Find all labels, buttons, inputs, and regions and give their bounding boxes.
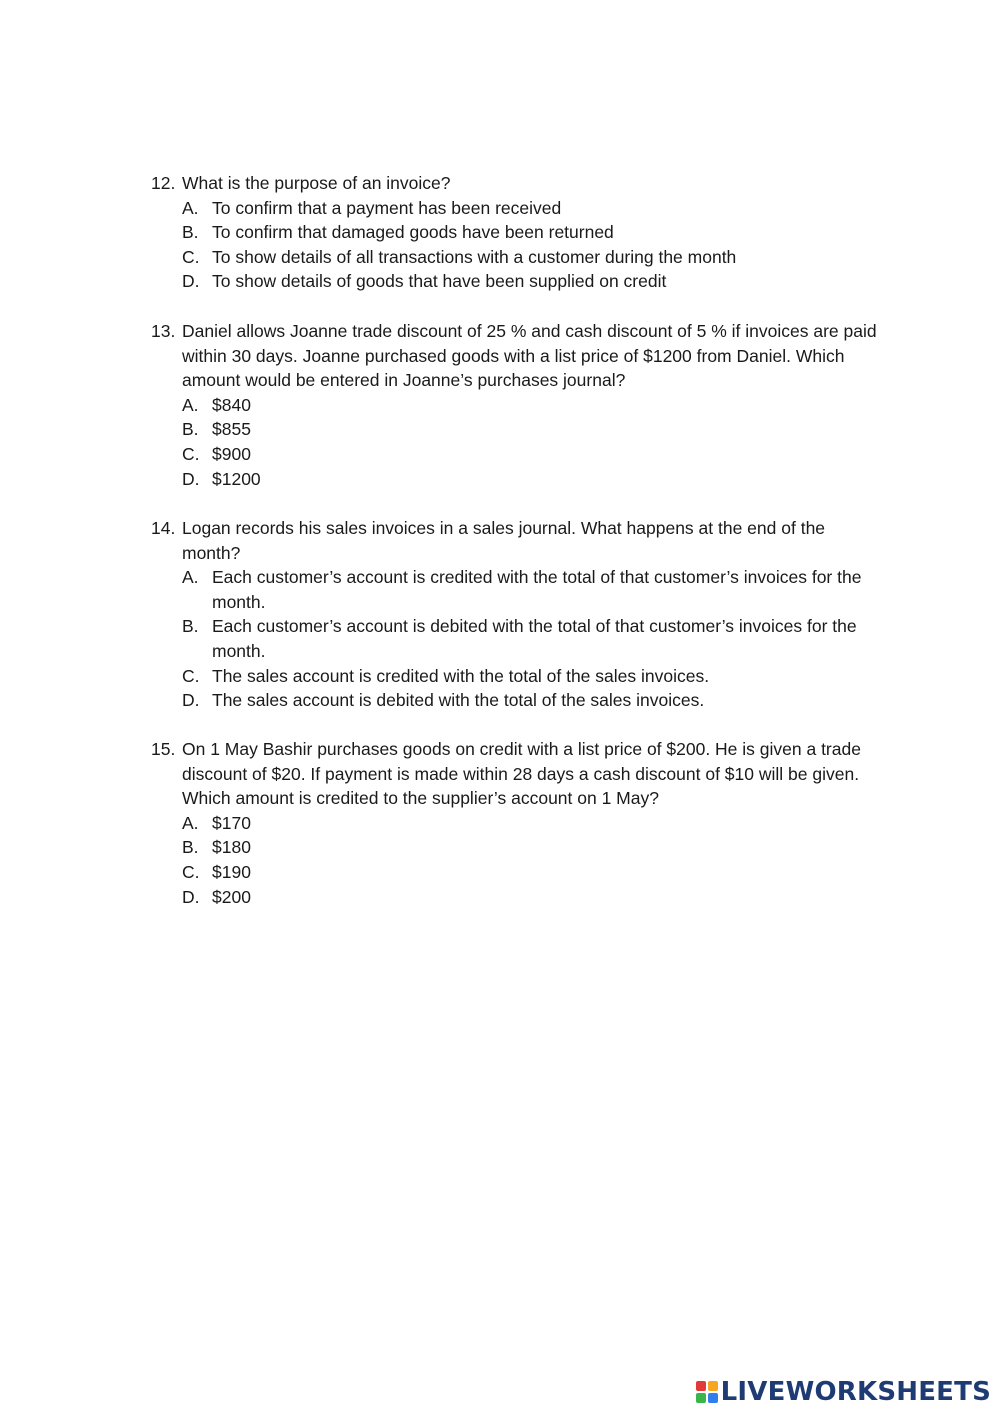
- option-text: The sales account is credited with the total of the sales invoices.: [212, 665, 710, 686]
- question-stem: [151, 171, 881, 196]
- option-d: [151, 269, 881, 294]
- option-text: $180: [212, 837, 251, 858]
- question-text: Logan records his sales invoices in a sales journal. What happens at the end of the month?: [182, 518, 826, 563]
- liveworksheets-logo[interactable]: [696, 1375, 991, 1409]
- logo-square-green: [696, 1393, 706, 1403]
- option-a: [151, 393, 881, 418]
- answer-options: [151, 196, 881, 294]
- option-letter: D.: [182, 690, 200, 711]
- option-d: [151, 885, 881, 910]
- question-number: 12.: [151, 173, 176, 193]
- question-stem: [151, 737, 881, 811]
- option-letter: A.: [182, 567, 199, 588]
- question-stem: [151, 516, 881, 565]
- option-text: $855: [212, 419, 251, 440]
- option-text: To show details of all transactions with a customer during the month: [212, 246, 737, 267]
- option-a: [151, 565, 881, 614]
- logo-square-orange: [708, 1381, 718, 1391]
- option-a: [151, 811, 881, 836]
- option-text: $200: [212, 886, 251, 907]
- option-text: $900: [212, 443, 251, 464]
- option-c: [151, 442, 881, 467]
- option-text: Each customer’s account is credited with the total of that customer’s invoices for the month.: [212, 567, 862, 612]
- question-13: [151, 319, 881, 491]
- option-text: To confirm that a payment has been received: [212, 197, 562, 218]
- option-b: [151, 220, 881, 245]
- question-14: [151, 516, 881, 713]
- option-letter: A.: [182, 812, 199, 833]
- option-text: The sales account is debited with the total of the sales invoices.: [212, 690, 705, 711]
- option-letter: A.: [182, 197, 199, 218]
- option-text: Each customer’s account is debited with the total of that customer’s invoices for the month.: [212, 616, 857, 661]
- answer-options: [151, 393, 881, 491]
- liveworksheets-logo-icon: [696, 1381, 718, 1403]
- option-letter: D.: [182, 468, 200, 489]
- option-text: To confirm that damaged goods have been returned: [212, 222, 614, 243]
- question-12: [151, 171, 881, 294]
- liveworksheets-logo-text: LIVEWORKSHEETS: [720, 1377, 991, 1407]
- question-stem: [151, 319, 881, 393]
- option-text: $840: [212, 394, 251, 415]
- option-text: $1200: [212, 468, 261, 489]
- option-c: [151, 860, 881, 885]
- question-15: [151, 737, 881, 909]
- option-letter: B.: [182, 222, 199, 243]
- option-letter: A.: [182, 394, 199, 415]
- option-c: [151, 664, 881, 689]
- option-c: [151, 245, 881, 270]
- option-letter: C.: [182, 443, 200, 464]
- option-letter: B.: [182, 419, 199, 440]
- question-number: 13.: [151, 321, 176, 341]
- option-a: [151, 196, 881, 221]
- question-number: 15.: [151, 739, 176, 759]
- question-text: Daniel allows Joanne trade discount of 25 % and cash discount of 5 % if invoices are paid within 30 days. Joanne purchased goods with a list price of $1200 from Daniel. Which amount would be entered in Joanne’s purchases journal?: [182, 321, 877, 391]
- logo-square-blue: [708, 1393, 718, 1403]
- answer-options: [151, 811, 881, 909]
- option-d: [151, 467, 881, 492]
- option-letter: C.: [182, 861, 200, 882]
- option-letter: C.: [182, 246, 200, 267]
- option-letter: D.: [182, 886, 200, 907]
- question-text: On 1 May Bashir purchases goods on credit with a list price of $200. He is given a trade discount of $20. If payment is made within 28 days a cash discount of $10 will be given. Which amount is credited to the supplier’s account on 1 May?: [182, 739, 861, 809]
- answer-options: [151, 565, 881, 713]
- option-d: [151, 688, 881, 713]
- option-text: To show details of goods that have been supplied on credit: [212, 271, 667, 292]
- option-b: [151, 417, 881, 442]
- logo-square-red: [696, 1381, 706, 1391]
- option-letter: B.: [182, 616, 199, 637]
- option-letter: B.: [182, 837, 199, 858]
- option-b: [151, 835, 881, 860]
- option-text: $190: [212, 861, 251, 882]
- option-letter: D.: [182, 271, 200, 292]
- option-letter: C.: [182, 665, 200, 686]
- question-number: 14.: [151, 518, 176, 538]
- option-text: $170: [212, 812, 251, 833]
- question-text: What is the purpose of an invoice?: [182, 173, 451, 193]
- option-b: [151, 614, 881, 663]
